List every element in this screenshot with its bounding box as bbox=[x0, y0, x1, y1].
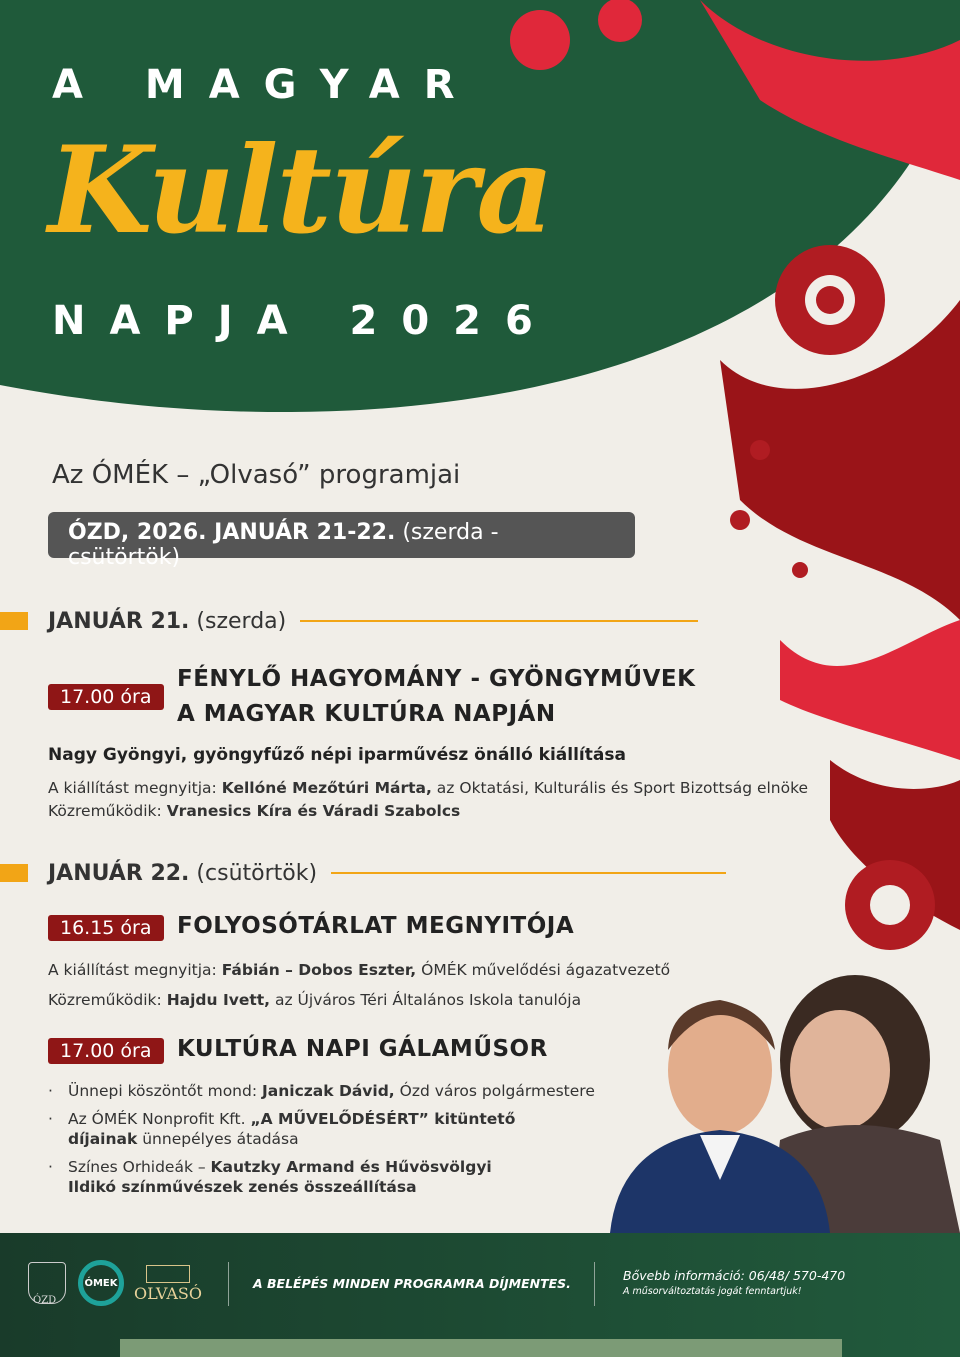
event-details bbox=[48, 777, 828, 823]
performers: Vranesics Kíra és Váradi Szabolcs bbox=[166, 802, 461, 820]
award-name: „A MŰVELŐDÉSÉRT” kitüntető díjainak bbox=[68, 1110, 516, 1148]
event-time: 16.15 óra bbox=[48, 915, 164, 941]
title-main: Kultúra bbox=[48, 120, 553, 261]
day2-label bbox=[48, 861, 317, 886]
opener-name: Kellóné Mezőtúri Márta, bbox=[221, 779, 432, 797]
opener-role: ÓMÉK művelődési ágazatvezető bbox=[416, 961, 671, 979]
event-time: 17.00 óra bbox=[48, 1038, 164, 1064]
footer-divider bbox=[228, 1262, 229, 1306]
event-headline: Nagy Gyöngyi, gyöngyfűző népi iparművész önálló kiállítása bbox=[48, 745, 626, 765]
text: Az ÓMÉK Nonprofit Kft. bbox=[68, 1110, 251, 1128]
program-list bbox=[48, 1081, 608, 1205]
performer-role: az Újváros Téri Általános Iskola tanulója bbox=[270, 991, 582, 1009]
change-note: A műsorváltoztatás jogát fenntartjuk! bbox=[623, 1286, 802, 1297]
title-line-1: A MAGYAR bbox=[52, 62, 479, 108]
opener-role: az Oktatási, Kulturális és Sport Bizottság elnöke bbox=[431, 779, 809, 797]
footer-divider bbox=[594, 1262, 595, 1306]
event-title bbox=[177, 662, 695, 732]
text: ünnepélyes átadása bbox=[137, 1130, 299, 1148]
label: A kiállítást megnyitja: bbox=[48, 779, 222, 797]
label: Közreműködik: bbox=[48, 991, 167, 1009]
event-title: KULTÚRA NAPI GÁLAMŰSOR bbox=[177, 1036, 548, 1062]
footer-strip bbox=[120, 1339, 842, 1357]
event-title-line2: A MAGYAR KULTÚRA NAPJÁN bbox=[177, 701, 556, 727]
date-bold: ÓZD, 2026. JANUÁR 21-22. bbox=[68, 520, 396, 545]
event-title: FOLYOSÓTÁRLAT MEGNYITÓJA bbox=[177, 913, 575, 939]
day2-weekday: (csütörtök) bbox=[196, 860, 318, 886]
day2-date: JANUÁR 22. bbox=[48, 860, 190, 886]
event-details bbox=[48, 955, 670, 1015]
text: Ózd város polgármestere bbox=[394, 1082, 595, 1100]
speaker-name: Janiczak Dávid, bbox=[262, 1082, 395, 1100]
logo-ozd: ÓZD bbox=[33, 1295, 57, 1306]
label: Közreműködik: bbox=[48, 802, 167, 820]
logo-olvaso: OLVASÓ bbox=[134, 1284, 202, 1303]
opener-name: Fábián – Dobos Eszter, bbox=[221, 961, 417, 979]
olvaso-building-icon bbox=[146, 1265, 190, 1283]
subtitle: Az ÓMÉK – „Olvasó” programjai bbox=[52, 460, 461, 490]
event-title-line1: FÉNYLŐ HAGYOMÁNY - GYÖNGYMŰVEK bbox=[177, 666, 696, 692]
event-time: 17.00 óra bbox=[48, 684, 164, 710]
free-entry: A BELÉPÉS MINDEN PROGRAMRA DÍJMENTES. bbox=[253, 1276, 571, 1291]
day-divider bbox=[331, 872, 726, 874]
list-item bbox=[48, 1157, 538, 1197]
text: Színes Orhideák – bbox=[68, 1158, 211, 1176]
label: A kiállítást megnyitja: bbox=[48, 961, 222, 979]
text: Ünnepi köszöntőt mond: bbox=[68, 1082, 262, 1100]
day-marker bbox=[0, 612, 28, 630]
day-marker bbox=[0, 864, 28, 882]
day1-label bbox=[48, 609, 286, 634]
info-phone: Bővebb információ: 06/48/ 570-470 bbox=[623, 1268, 846, 1283]
list-item bbox=[48, 1081, 608, 1101]
title-line-3: NAPJA 2026 bbox=[52, 298, 557, 344]
performer-name: Hajdu Ivett, bbox=[166, 991, 271, 1009]
list-item bbox=[48, 1109, 518, 1149]
day-divider bbox=[300, 620, 698, 622]
date-weekdays: (szerda - csütörtök) bbox=[68, 520, 499, 570]
day1-date: JANUÁR 21. bbox=[48, 608, 190, 634]
logo-omek: ÓMEK bbox=[78, 1260, 124, 1306]
day1-weekday: (szerda) bbox=[196, 608, 287, 634]
day2-header bbox=[0, 858, 726, 888]
performers: Kautzky Armand és Hűvösvölgyi Ildikó színművészek zenés összeállítása bbox=[68, 1158, 492, 1196]
day1-header bbox=[0, 606, 698, 636]
date-bar bbox=[48, 512, 635, 570]
